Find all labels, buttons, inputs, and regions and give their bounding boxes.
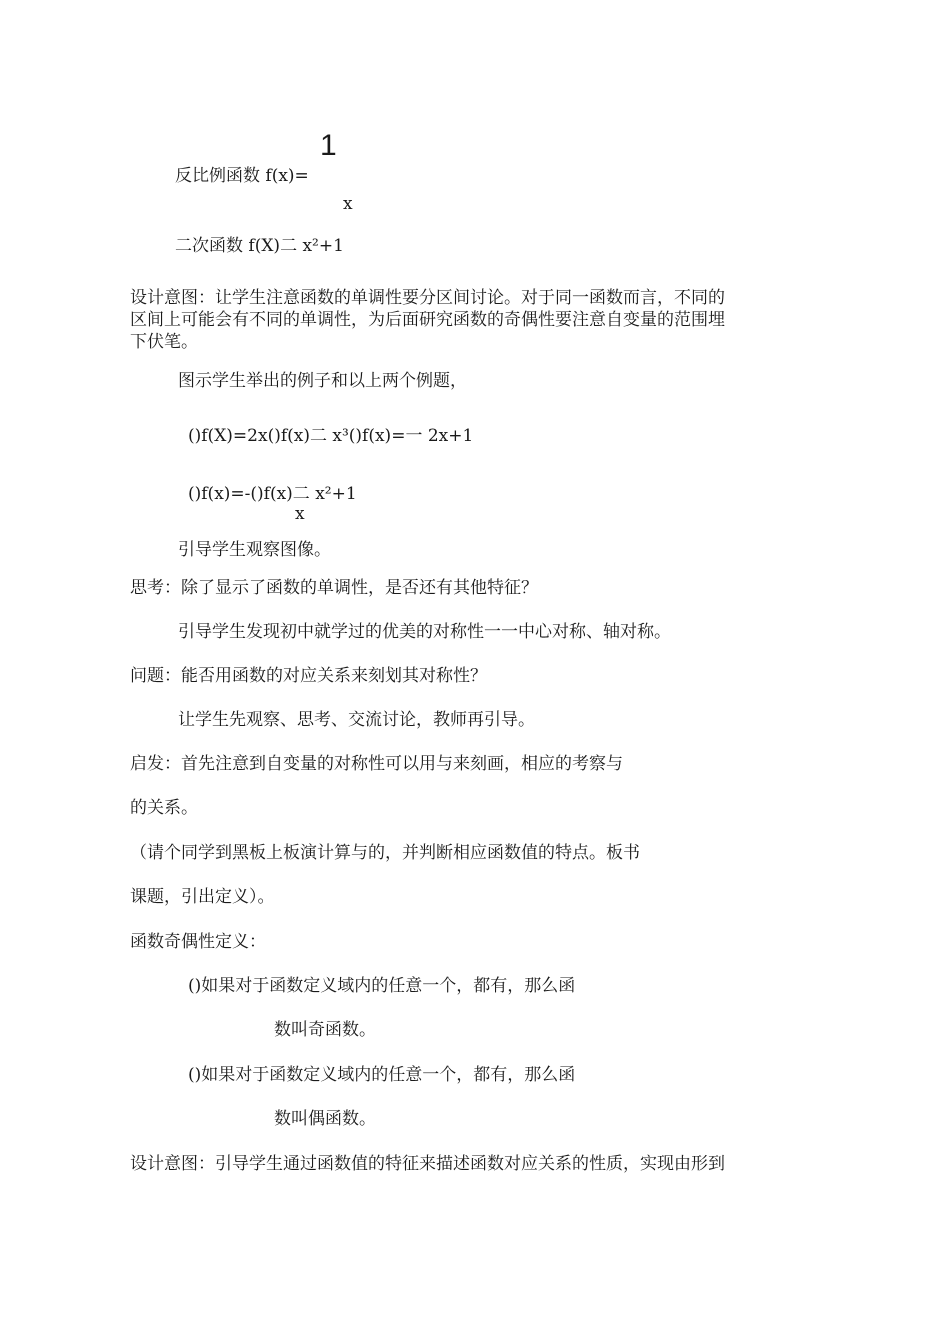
design-intent-2: 设计意图：引导学生通过函数值的特征来描述函数对应关系的性质，实现由形到: [130, 1154, 725, 1174]
fraction-denominator: x: [343, 194, 353, 214]
discuss: 让学生先观察、思考、交流讨论，教师再引导。: [178, 710, 535, 730]
odd-definition-line-2: 数叫奇函数。: [274, 1020, 376, 1040]
guide-symmetry: 引导学生发现初中就学过的优美的对称性一一中心对称、轴对称。: [178, 622, 671, 642]
think-question: 思考：除了显示了函数的单调性，是否还有其他特征？: [130, 578, 538, 598]
board-line-1: （请个同学到黑板上板演计算与的，并判断相应函数值的特点。板书: [130, 843, 640, 863]
examples-intro: 图示学生举出的例子和以上两个例题，: [178, 371, 467, 391]
odd-definition-line-1: ()如果对于函数定义域内的任意一个，都有，那么函: [188, 976, 576, 996]
fraction-numerator: 1: [320, 129, 337, 162]
examples-line-2: ()f(x)=-()f(x)二 x²+1: [188, 484, 357, 504]
examples-line-1: ()f(X)=2x()f(x)二 x³()f(x)=一 2x+1: [188, 426, 474, 446]
design-intent-1-line-3: 下伏笔。: [130, 332, 198, 352]
design-intent-1-line-1: 设计意图：让学生注意函数的单调性要分区间讨论。对于同一函数而言，不同的: [130, 288, 725, 308]
even-definition-line-1: ()如果对于函数定义域内的任意一个，都有，那么函: [188, 1065, 576, 1085]
guide-observe: 引导学生观察图像。: [178, 540, 331, 560]
question: 问题：能否用函数的对应关系来刻划其对称性？: [130, 666, 487, 686]
inspire-line-2: 的关系。: [130, 798, 198, 818]
design-intent-1-line-2: 区间上可能会有不同的单调性，为后面研究函数的奇偶性要注意自变量的范围埋: [130, 310, 725, 330]
quadratic-function: 二次函数 f(X)二 x²+1: [175, 236, 344, 256]
inspire-line-1: 启发：首先注意到自变量的对称性可以用与来刻画，相应的考察与: [130, 754, 623, 774]
even-definition-line-2: 数叫偶函数。: [274, 1109, 376, 1129]
inverse-proportion-function: 反比例函数 f(x)=: [175, 166, 309, 186]
definition-title: 函数奇偶性定义：: [130, 932, 266, 952]
board-line-2: 课题，引出定义）。: [130, 887, 275, 907]
examples-line-2-denominator: x: [295, 504, 305, 524]
